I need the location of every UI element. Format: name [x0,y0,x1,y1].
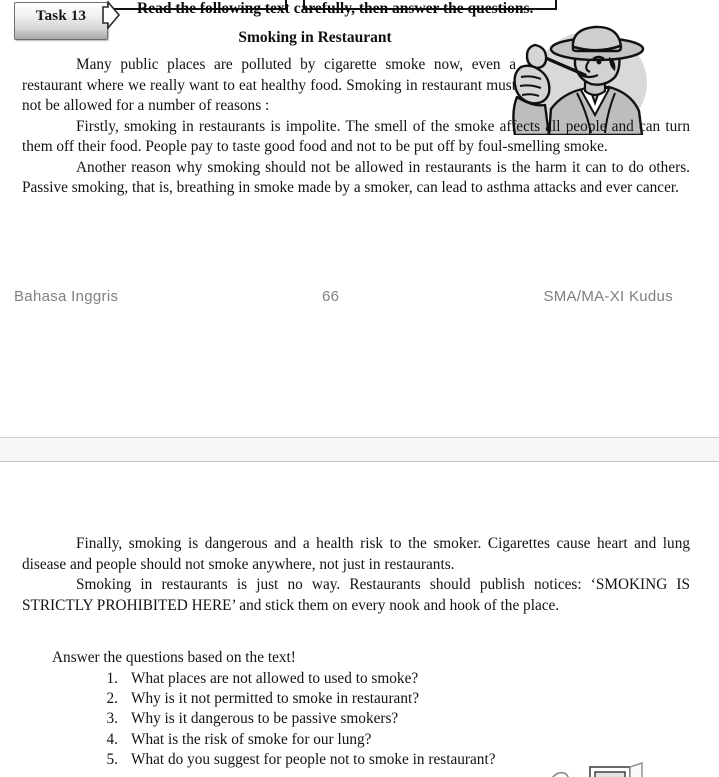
paragraph: Finally, smoking is dangerous and a health risk to the smoker. Cigarettes cause heart and lung disease and people should not smoke anywhere, not just in restaurants. [22,535,690,573]
document-page-two [0,462,719,777]
page-separator-band [0,437,719,462]
question-number: 4. [106,730,118,748]
footer-school-level: SMA/MA-XI Kudus [543,288,673,305]
list-item [52,709,692,729]
paragraph: Smoking in restaurants is just no way. Restaurants should publish notices: ‘SMOKING IS STRICTLY PROHIBITED HERE’ and stick them on every nook and hook of the place. [22,576,690,614]
article-body-page-two [22,534,690,616]
question-text: What do you suggest for people not to smoke in restaurant? [131,750,496,768]
question-text: What is the risk of smoke for our lung? [131,730,372,748]
questions-instruction: Answer the questions based on the text! [52,649,296,666]
list-item [52,730,692,750]
question-list [52,669,692,770]
list-item [52,689,692,709]
question-number: 1. [106,670,118,687]
task-instruction-text: Read the following text carefully, then answer the questions. [137,0,534,17]
paragraph: Many public places are polluted by cigarette smoke now, even a restaurant where we really want to eat healthy food. Smoking in restaurant must not be allowed for a number of reasons : [22,56,516,114]
arrow-right-outline-icon [101,1,135,29]
question-number: 3. [106,710,118,728]
list-item [52,669,692,689]
footer-subject: Bahasa Inggris [14,288,119,305]
question-text: Why is it not permitted to smoke in restaurant? [131,690,420,708]
question-number: 5. [106,750,118,768]
task-number-label: Task 13 [35,8,87,24]
paragraph: Firstly, smoking in restaurants is impolite. The smell of the smoke affects all people and can turn them off their food. People pay to taste good food and not to be put off by foul-smelling smoke. [22,117,690,155]
page-footer [0,288,719,312]
clipped-artwork-icon [546,759,656,777]
question-text: Why is it dangerous to be passive smokers? [131,710,399,728]
article-title: Smoking in Restaurant [238,29,392,46]
questions-section [52,648,692,770]
question-number: 2. [106,690,118,708]
footer-page-number: 66 [322,288,340,305]
question-text: What places are not allowed to used to smoke? [131,670,419,687]
article-body-page-one [22,55,690,199]
paragraph: Another reason why smoking should not be allowed in restaurants is the harm it can to do others. Passive smoking, that is, breathing in smoke made by a smoker, can lead to asthma attacks and ever cancer. [22,158,690,196]
